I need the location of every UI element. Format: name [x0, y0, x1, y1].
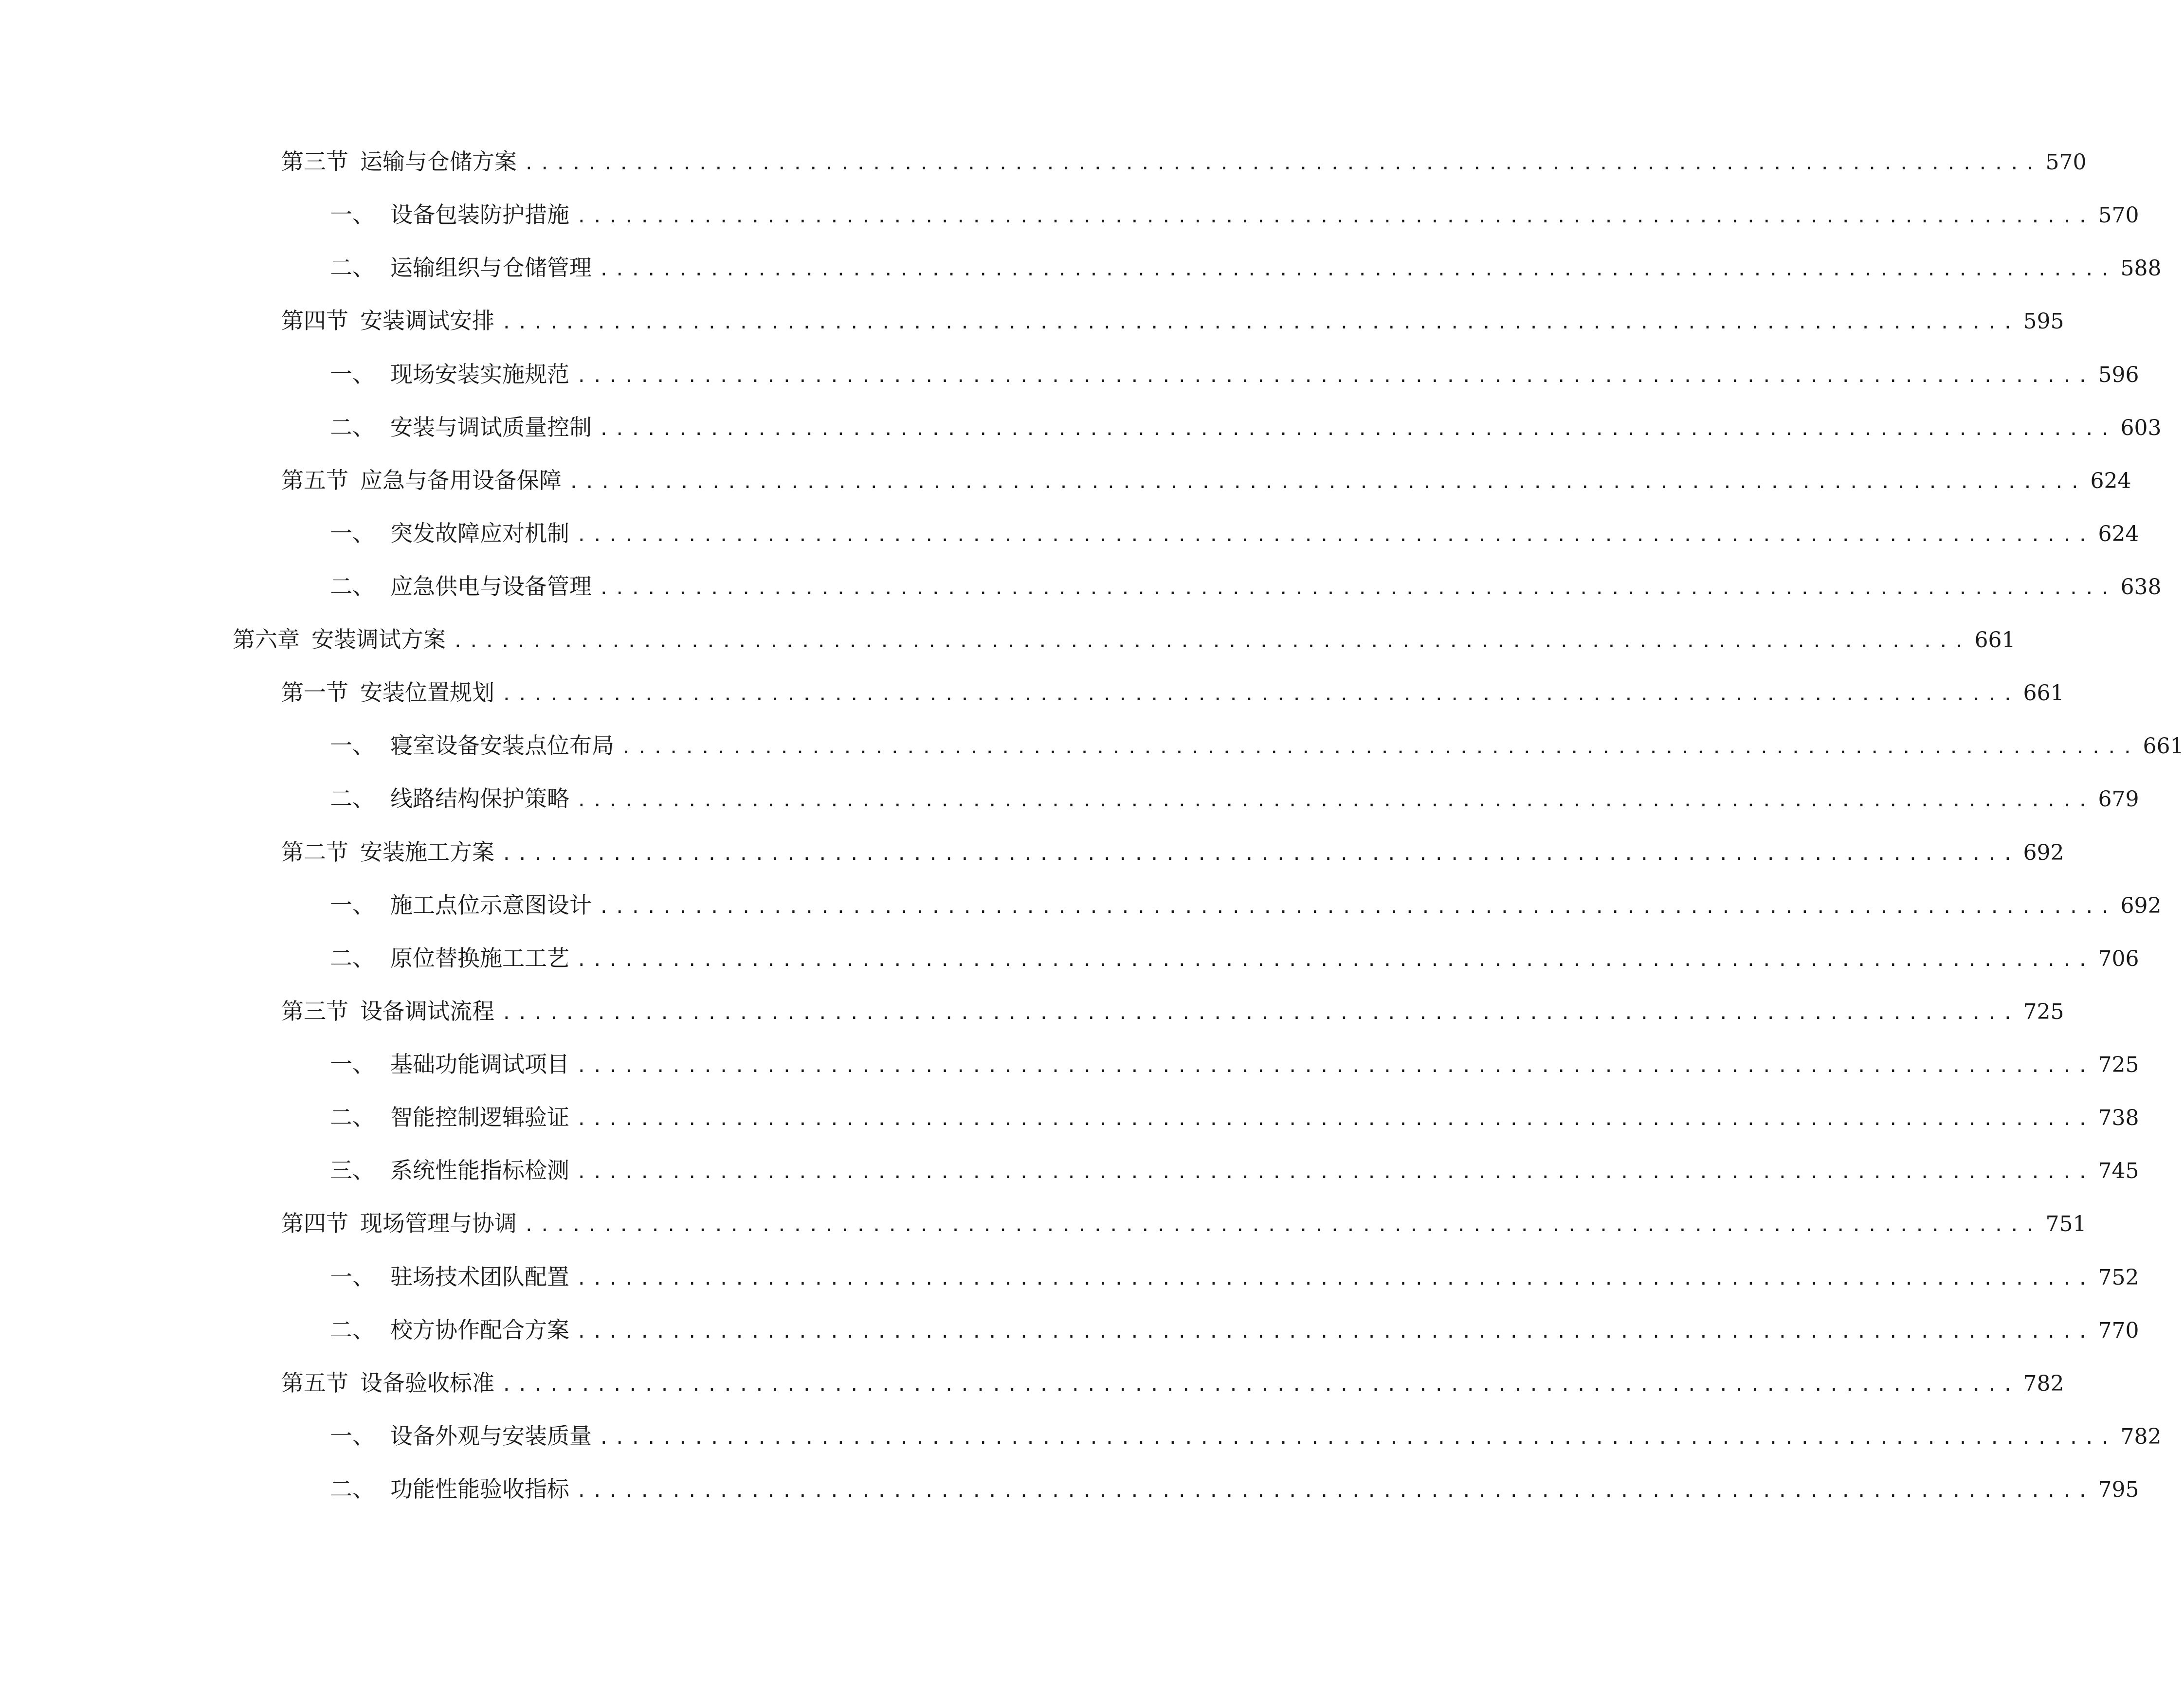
toc-entry-title: 系统性能指标检测	[390, 1157, 569, 1183]
toc-leader-dots: ................................................................................................	[524, 1216, 2041, 1235]
toc-entry-title: 施工点位示意图设计	[390, 892, 592, 918]
toc-entry-item[interactable]	[330, 941, 2139, 975]
toc-leader-dots: ................................................................................................	[621, 738, 2138, 758]
toc-entry-page: 782	[2120, 1424, 2162, 1449]
toc-entry-title: 运输组织与仓储管理	[390, 254, 592, 281]
toc-leader-dots: ................................................................................................	[599, 579, 2116, 599]
toc-entry-title: 寝室设备安装点位布局	[390, 732, 614, 759]
toc-entry-page: 752	[2098, 1265, 2139, 1290]
toc-leader-dots: ................................................................................................	[576, 1481, 2093, 1501]
toc-entry-prefix: 一、	[330, 892, 375, 918]
toc-entry-title: 现场管理与协调	[360, 1210, 517, 1236]
toc-entry-title: 校方协作配合方案	[390, 1317, 569, 1343]
toc-entry-item[interactable]	[330, 410, 2162, 444]
toc-entry-page: 570	[2098, 203, 2139, 228]
toc-entry-page: 738	[2098, 1106, 2139, 1130]
toc-entry-page: 751	[2045, 1212, 2087, 1236]
toc-leader-dots: ................................................................................................	[501, 1375, 2019, 1395]
toc-entry-page: 706	[2098, 946, 2139, 971]
toc-entry-item[interactable]	[330, 1100, 2139, 1134]
toc-entry-page: 603	[2120, 416, 2162, 440]
toc-entry-item[interactable]	[330, 569, 2162, 603]
toc-leader-dots: ................................................................................................	[576, 366, 2093, 386]
toc-entry-page: 745	[2098, 1159, 2139, 1183]
toc-entry-prefix: 一、	[330, 1051, 375, 1077]
toc-entry-title: 设备外观与安装质量	[390, 1423, 592, 1449]
toc-leader-dots: ................................................................................................	[501, 1003, 2019, 1023]
toc-entry-title: 安装与调试质量控制	[390, 414, 592, 440]
toc-entry-section[interactable]	[281, 675, 2064, 709]
toc-entry-item[interactable]	[330, 1153, 2139, 1187]
toc-entry-title: 原位替换施工工艺	[390, 945, 569, 971]
toc-entry-prefix: 二、	[330, 254, 375, 281]
toc-entry-title: 线路结构保护策略	[390, 785, 569, 812]
toc-leader-dots: ................................................................................................	[599, 260, 2116, 280]
toc-leader-dots: ................................................................................................	[501, 844, 2019, 864]
toc-leader-dots: ................................................................................................	[501, 313, 2019, 333]
toc-entry-page: 692	[2120, 893, 2162, 918]
toc-entry-title: 安装位置规划	[360, 679, 494, 706]
toc-entry-section[interactable]	[281, 145, 2087, 179]
toc-entry-page: 661	[2143, 734, 2184, 759]
toc-leader-dots: ................................................................................................	[453, 632, 1970, 652]
toc-entry-prefix: 第二节	[281, 839, 348, 865]
toc-entry-prefix: 二、	[330, 1476, 375, 1502]
toc-entry-prefix: 一、	[330, 1264, 375, 1290]
toc-entry-page: 624	[2090, 469, 2131, 493]
toc-entry-section[interactable]	[281, 994, 2064, 1028]
toc-leader-dots: ................................................................................................	[599, 897, 2116, 917]
toc-entry-item[interactable]	[330, 781, 2139, 816]
toc-entry-title: 设备包装防护措施	[390, 201, 569, 228]
toc-entry-prefix: 二、	[330, 945, 375, 971]
toc-entry-section[interactable]	[281, 1366, 2064, 1400]
toc-leader-dots: ................................................................................................	[576, 207, 2093, 227]
toc-entry-title: 基础功能调试项目	[390, 1051, 569, 1077]
toc-entry-title: 功能性能验收指标	[390, 1476, 569, 1502]
toc-entry-section[interactable]	[281, 1206, 2087, 1240]
toc-entry-item[interactable]	[330, 888, 2162, 922]
toc-entry-prefix: 第三节	[281, 998, 348, 1024]
toc-entry-item[interactable]	[330, 1419, 2162, 1453]
toc-entry-prefix: 二、	[330, 1317, 375, 1343]
toc-entry-item[interactable]	[330, 1047, 2139, 1081]
toc-entry-title: 设备验收标准	[360, 1370, 494, 1396]
toc-entry-section[interactable]	[281, 835, 2064, 869]
toc-leader-dots: ................................................................................................	[599, 1428, 2116, 1448]
toc-entry-item[interactable]	[330, 516, 2139, 550]
toc-entry-title: 突发故障应对机制	[390, 520, 569, 546]
toc-entry-page: 570	[2045, 150, 2087, 175]
toc-entry-section[interactable]	[281, 463, 2131, 497]
toc-entry-title: 应急与备用设备保障	[360, 467, 562, 493]
toc-entry-prefix: 一、	[330, 201, 375, 228]
toc-entry-prefix: 二、	[330, 573, 375, 599]
toc-entry-item[interactable]	[330, 357, 2139, 391]
toc-entry-page: 725	[2023, 999, 2064, 1024]
toc-entry-prefix: 第四节	[281, 308, 348, 334]
toc-entry-chapter[interactable]	[233, 622, 2016, 656]
toc-entry-title: 智能控制逻辑验证	[390, 1104, 569, 1130]
toc-entry-page: 638	[2120, 575, 2162, 599]
toc-entry-prefix: 二、	[330, 1104, 375, 1130]
toc-leader-dots: ................................................................................................	[576, 1162, 2093, 1182]
toc-entry-title: 安装调试安排	[360, 308, 494, 334]
toc-entry-title: 安装施工方案	[360, 839, 494, 865]
toc-entry-page: 661	[1974, 628, 2016, 653]
toc-entry-item[interactable]	[330, 1472, 2139, 1506]
toc-leader-dots: ................................................................................................	[501, 685, 2019, 705]
toc-entry-item[interactable]	[330, 1313, 2139, 1347]
toc-entry-page: 595	[2023, 309, 2064, 334]
toc-entry-prefix: 第六章	[233, 626, 300, 653]
toc-entry-prefix: 第五节	[281, 467, 348, 493]
toc-entry-prefix: 一、	[330, 732, 375, 759]
toc-leader-dots: ................................................................................................	[576, 1322, 2093, 1342]
toc-leader-dots: ................................................................................................	[599, 419, 2116, 439]
toc-entry-prefix: 二、	[330, 414, 375, 440]
toc-leader-dots: ................................................................................................	[576, 950, 2093, 970]
toc-leader-dots: ................................................................................................	[576, 791, 2093, 811]
toc-entry-page: 725	[2098, 1053, 2139, 1077]
toc-entry-page: 588	[2120, 256, 2162, 281]
toc-entry-page: 692	[2023, 840, 2064, 865]
toc-leader-dots: ................................................................................................	[576, 526, 2093, 545]
toc-entry-page: 770	[2098, 1318, 2139, 1343]
toc-entry-page: 624	[2098, 522, 2139, 546]
toc-entry-prefix: 二、	[330, 785, 375, 812]
toc-entry-page: 795	[2098, 1477, 2139, 1502]
toc-entry-title: 现场安装实施规范	[390, 361, 569, 387]
toc-leader-dots: ................................................................................................	[576, 1056, 2093, 1076]
toc-entry-prefix: 第五节	[281, 1370, 348, 1396]
toc-entry-prefix: 第三节	[281, 148, 348, 175]
toc-leader-dots: ................................................................................................	[576, 1269, 2093, 1289]
toc-leader-dots: ................................................................................................	[568, 472, 2086, 492]
toc-entry-page: 782	[2023, 1371, 2064, 1396]
toc-entry-title: 应急供电与设备管理	[390, 573, 592, 599]
toc-entry-title: 设备调试流程	[360, 998, 494, 1024]
toc-entry-item[interactable]	[330, 198, 2139, 232]
toc-entry-page: 596	[2098, 363, 2139, 387]
toc-leader-dots: ................................................................................................	[524, 154, 2041, 174]
toc-leader-dots: ................................................................................................	[576, 1109, 2093, 1129]
toc-entry-item[interactable]	[330, 1260, 2139, 1294]
toc-entry-prefix: 一、	[330, 361, 375, 387]
toc-entry-prefix: 第一节	[281, 679, 348, 706]
toc-entry-section[interactable]	[281, 304, 2064, 338]
toc-entry-item[interactable]	[330, 728, 2184, 763]
toc-entry-prefix: 第四节	[281, 1210, 348, 1236]
toc-entry-title: 驻场技术团队配置	[390, 1264, 569, 1290]
toc-entry-item[interactable]	[330, 251, 2162, 285]
toc-entry-title: 运输与仓储方案	[360, 148, 517, 175]
toc-entry-prefix: 三、	[330, 1157, 375, 1183]
toc-entry-prefix: 一、	[330, 1423, 375, 1449]
toc-entry-page: 661	[2023, 681, 2064, 706]
toc-entry-title: 安装调试方案	[311, 626, 446, 653]
toc-entry-page: 679	[2098, 787, 2139, 812]
toc-entry-prefix: 一、	[330, 520, 375, 546]
